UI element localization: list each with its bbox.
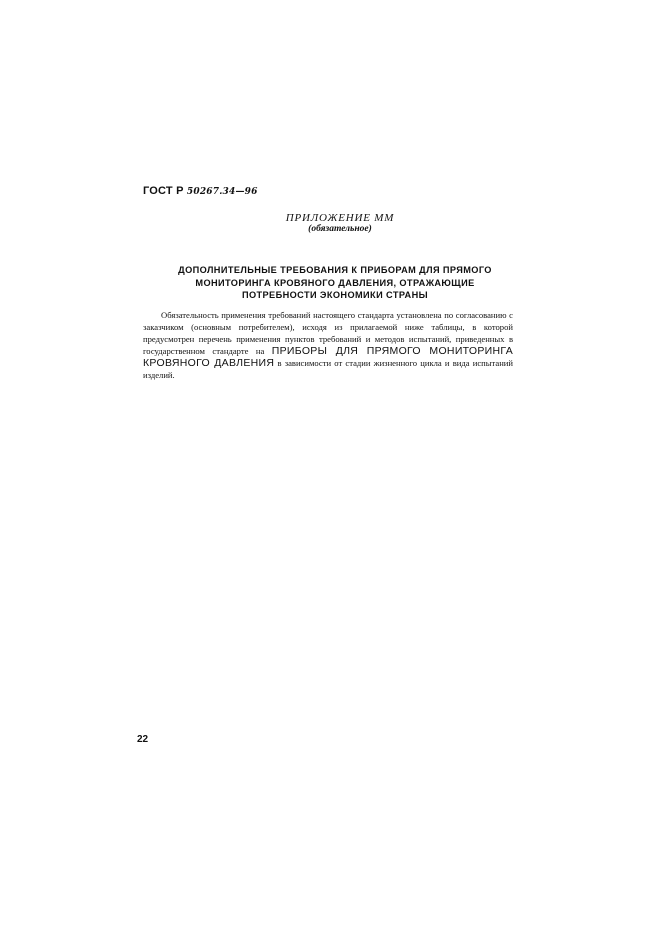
document-header — [143, 185, 258, 197]
body-paragraph — [143, 309, 513, 381]
body-text-part-2: в зависимости от стадии жизненного цикла и вида испытаний изделий. — [143, 358, 513, 380]
body-text-part-1: Обязательность применения требований настоящего стандарта установлена по согласованию с заказчиком (основным потребителем), исходя из прилагаемой ниже таблицы, в которой предусмотрен перечень применения пунктов требований и методов испытаний, приведенных в государственном стандарте на — [143, 310, 513, 356]
page-number: 22 — [137, 734, 149, 745]
body-text-standard-name: ПРИБОРЫ ДЛЯ ПРЯМОГО МОНИТОРИНГА КРОВЯНОГО ДАВЛЕНИЯ — [143, 345, 513, 369]
title-line-2: МОНИТОРИНГА КРОВЯНОГО ДАВЛЕНИЯ, ОТРАЖАЮЩИЕ — [195, 277, 475, 288]
standard-label: ГОСТ Р — [143, 185, 184, 197]
appendix-title: ПРИЛОЖЕНИЕ ММ — [285, 212, 395, 224]
title-line-1: ДОПОЛНИТЕЛЬНЫЕ ТРЕБОВАНИЯ К ПРИБОРАМ ДЛЯ ПРЯМОГО — [178, 265, 492, 275]
section-title — [150, 264, 520, 302]
title-line-3: ПОТРЕБНОСТИ ЭКОНОМИКИ СТРАНЫ — [241, 290, 429, 300]
appendix-note: (обязательное) — [308, 224, 372, 234]
standard-number: 50267.34—96 — [186, 187, 258, 197]
